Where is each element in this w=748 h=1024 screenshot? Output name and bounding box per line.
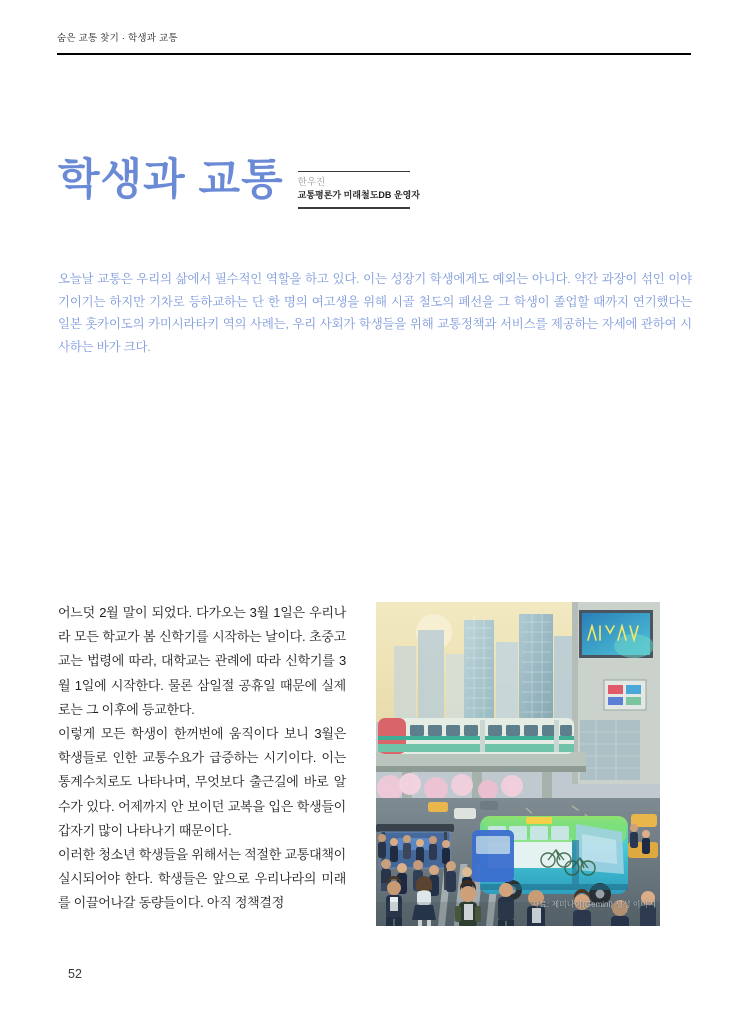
figure-caption: 자료: 제미나이(Gemini) 생성 이미지 <box>531 900 656 909</box>
byline-rule-bottom <box>298 207 410 208</box>
body-paragraph: 어느덧 2월 말이 되었다. 다가오는 3월 1일은 우리나라 모든 학교가 봄 신학기를 시작하는 날이다. 초중고교는 법령에 따라, 대학교는 관례에 따라 신학기를 3월 1일에 시작한다. 물론 삼일절 공휴일 때문에 실제로는 그 이후에 등교한다. <box>58 605 346 717</box>
running-head: 숨은 교통 찾기 · 학생과 교통 <box>57 33 178 44</box>
page-title: 학생과 교통 <box>58 156 284 204</box>
byline-rule-top <box>298 171 410 172</box>
page-number: 52 <box>68 967 82 981</box>
title-block <box>58 157 420 209</box>
billboard <box>579 610 654 658</box>
lead-paragraph: 오늘날 교통은 우리의 삶에서 필수적인 역할을 하고 있다. 이는 성장기 학생에게도 예외는 아니다. 약간 과장이 섞인 이야기이기는 하지만 기차로 등하교하는 단 한 명의 여고생을 위해 시골 철도의 폐선을 그 학생이 졸업할 때까지 연기했다는 일본 홋카이도의 카미시라타키 역의 사례는, 우리 사회가 학생들을 위해 교통정책과 서비스를 제공하는 자세에 관하여 시사하는 바가 크다. <box>58 272 692 354</box>
train <box>378 718 574 754</box>
article-figure <box>376 602 660 926</box>
author-name: 한우진 <box>297 177 326 189</box>
header-rule <box>57 53 691 55</box>
body-paragraph: 이러한 청소년 학생들을 위해서는 적절한 교통대책이 실시되어야 한다. 학생들은 앞으로 우리나라의 미래를 이끌어나갈 동량들이다. 아직 정책결정 <box>58 847 346 911</box>
body-paragraph: 이렇게 모든 학생이 한꺼번에 움직이다 보니 3월은 학생들로 인한 교통수요가 급증하는 시기이다. 이는 통계수치로도 나타나며, 무엇보다 출근길에 바로 알 수가 있다. 어제까지 안 보이던 교복을 입은 학생들이 갑자기 많이 나타나기 때문이다. <box>58 726 346 838</box>
city-street-illustration <box>376 602 660 926</box>
author-role: 교통평론가 미래철도DB 운영자 <box>297 190 420 201</box>
body-column <box>58 601 346 916</box>
byline <box>298 171 420 209</box>
